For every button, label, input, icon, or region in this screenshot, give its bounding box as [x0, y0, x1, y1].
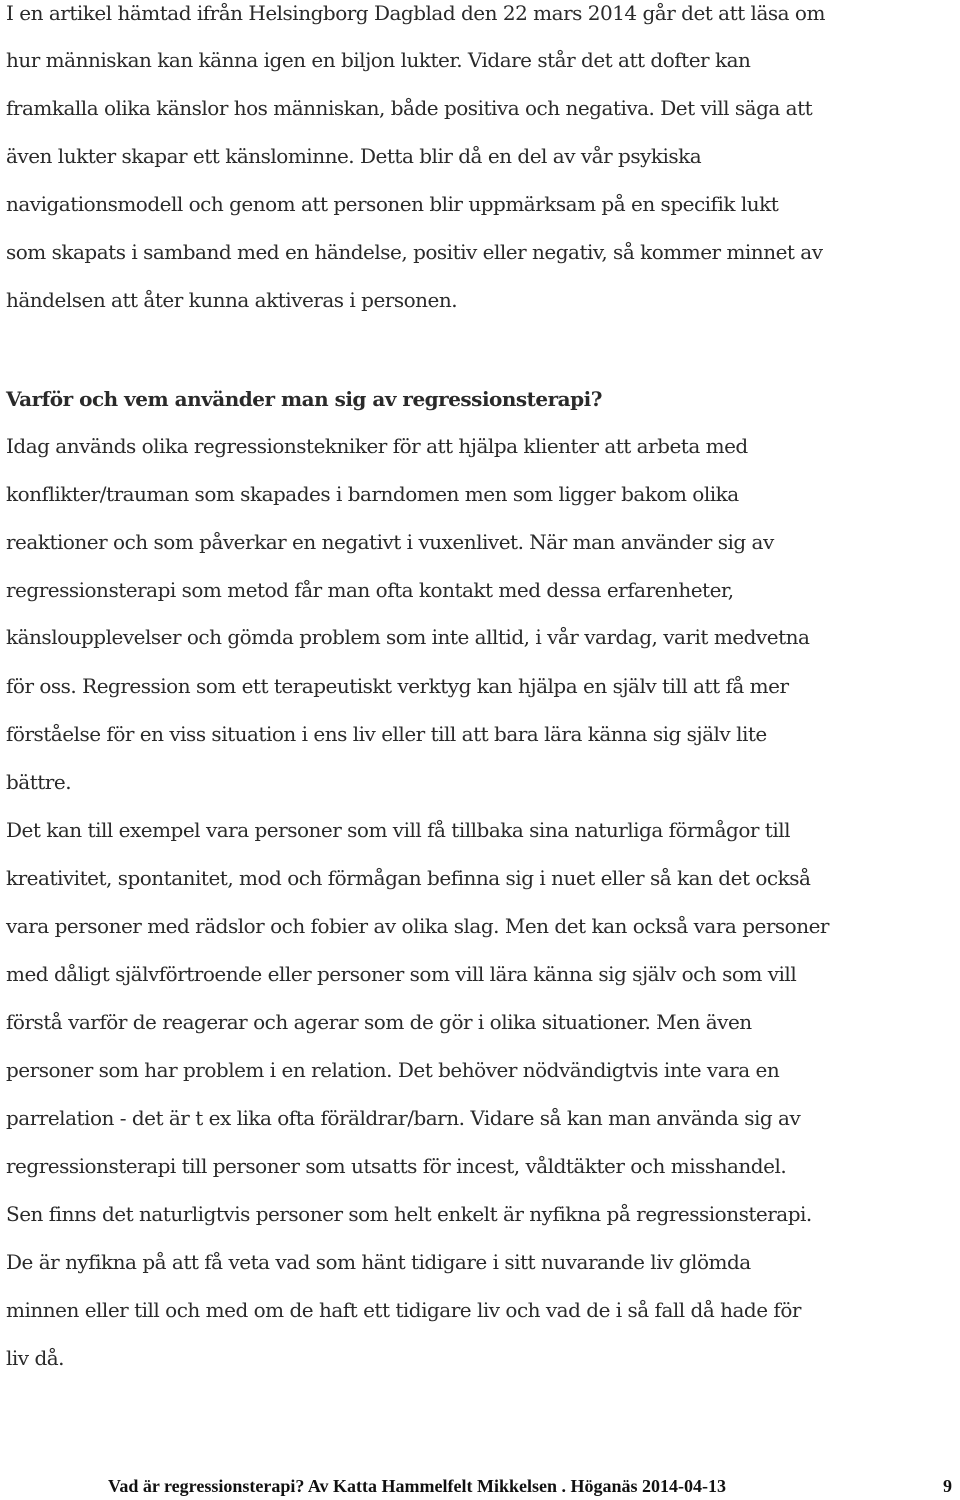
paragraph-line: kreativitet, spontanitet, mod och förmågan befinna sig i nuet eller så kan det också	[6, 866, 811, 890]
paragraph-line: regressionsterapi som metod får man ofta kontakt med dessa erfarenheter,	[6, 578, 734, 602]
paragraph-line: även lukter skapar ett känslominne. Detta blir då en del av vår psykiska	[6, 144, 702, 168]
paragraph-line: Sen finns det naturligtvis personer som helt enkelt är nyfikna på regressionsterapi.	[6, 1202, 812, 1226]
paragraph-line: bättre.	[6, 770, 72, 794]
paragraph-line: förstå varför de reagerar och agerar som de gör i olika situationer. Men även	[6, 1010, 752, 1034]
paragraph-line: I en artikel hämtad ifrån Helsingborg Dagblad den 22 mars 2014 går det att läsa om	[6, 1, 825, 25]
paragraph-line: navigationsmodell och genom att personen blir uppmärksam på en specifik lukt	[6, 192, 779, 216]
paragraph-line: De är nyfikna på att få veta vad som hänt tidigare i sitt nuvarande liv glömda	[6, 1250, 751, 1274]
paragraph-line: reaktioner och som påverkar en negativt i vuxenlivet. När man använder sig av	[6, 530, 774, 554]
paragraph-line: liv då.	[6, 1346, 65, 1370]
paragraph-line: parrelation - det är t ex lika ofta föräldrar/barn. Vidare så kan man använda sig av	[6, 1106, 801, 1130]
paragraph-line: för oss. Regression som ett terapeutiskt verktyg kan hjälpa en själv till att få mer	[6, 674, 789, 698]
section-heading: Varför och vem använder man sig av regressionsterapi?	[6, 387, 602, 411]
paragraph-line: Det kan till exempel vara personer som vill få tillbaka sina naturliga förmågor till	[6, 818, 791, 842]
paragraph-line: känsloupplevelser och gömda problem som inte alltid, i vår vardag, varit medvetna	[6, 625, 810, 649]
paragraph-line: Idag används olika regressionstekniker för att hjälpa klienter att arbeta med	[6, 434, 748, 458]
paragraph-line: som skapats i samband med en händelse, positiv eller negativ, så kommer minnet av	[6, 240, 823, 264]
paragraph-line: med dåligt självförtroende eller personer som vill lära känna sig själv och som vill	[6, 962, 797, 986]
paragraph-line: hur människan kan känna igen en biljon lukter. Vidare står det att dofter kan	[6, 48, 751, 72]
paragraph-line: regressionsterapi till personer som utsatts för incest, våldtäkter och misshandel.	[6, 1154, 787, 1178]
footer-text: Vad är regressionsterapi? Av Katta Hammelfelt Mikkelsen . Höganäs 2014-04-13	[108, 1476, 726, 1496]
paragraph-line: händelsen att åter kunna aktiveras i personen.	[6, 288, 458, 312]
paragraph-line: framkalla olika känslor hos människan, både positiva och negativa. Det vill säga att	[6, 96, 813, 120]
paragraph-line: konflikter/trauman som skapades i barndomen men som ligger bakom olika	[6, 482, 739, 506]
page-number: 9	[943, 1476, 952, 1496]
paragraph-line: minnen eller till och med om de haft ett tidigare liv och vad de i så fall då hade för	[6, 1298, 801, 1322]
paragraph-line: personer som har problem i en relation. Det behöver nödvändigtvis inte vara en	[6, 1058, 780, 1082]
paragraph-line: vara personer med rädslor och fobier av olika slag. Men det kan också vara personer	[6, 914, 829, 938]
paragraph-line: förståelse för en viss situation i ens liv eller till att bara lära känna sig själv lite	[6, 722, 767, 746]
page-footer	[108, 1476, 960, 1500]
